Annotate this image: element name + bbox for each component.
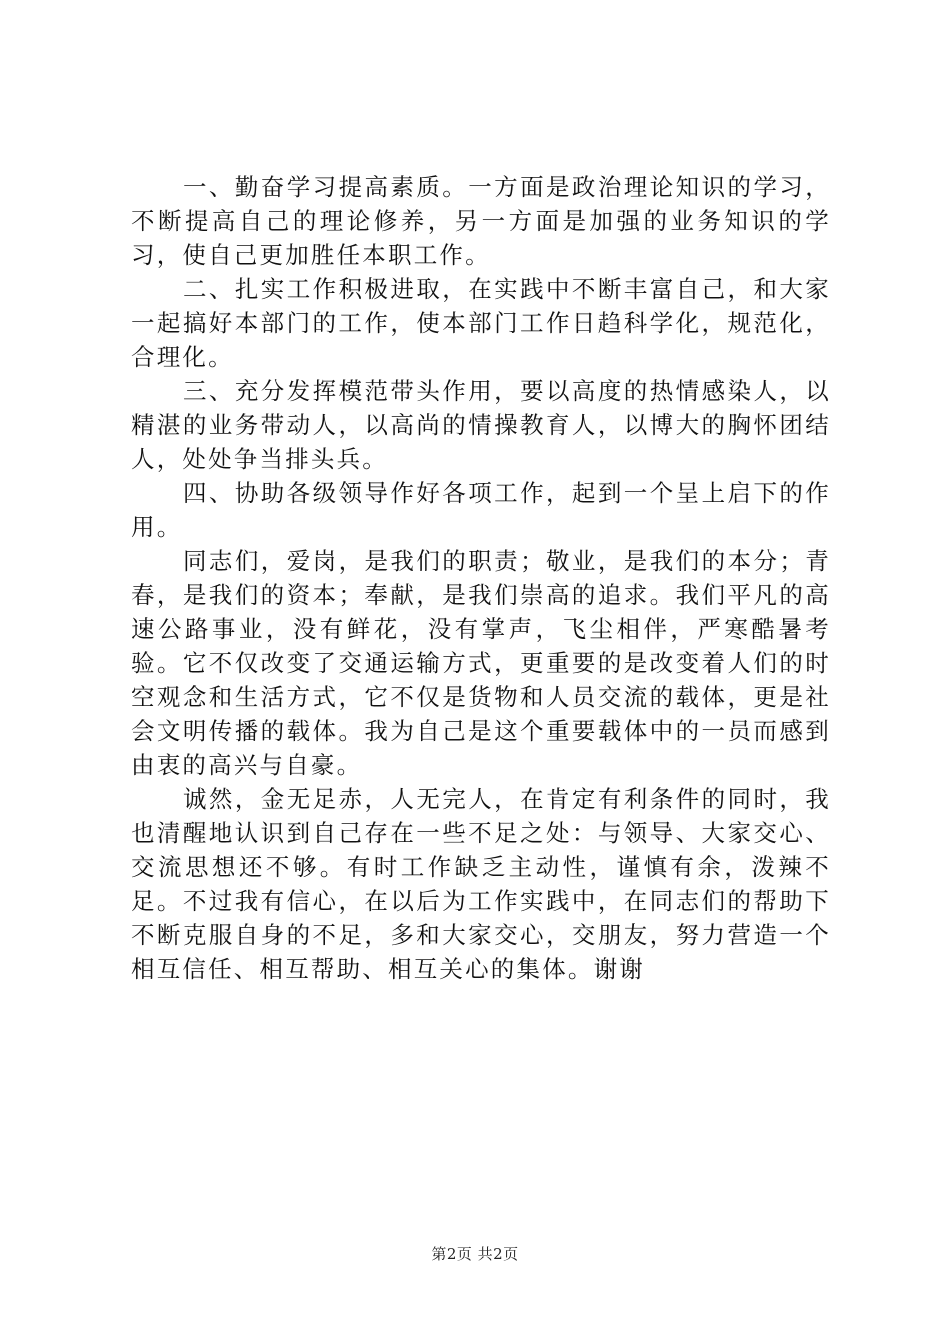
paragraph-study: 一、勤奋学习提高素质。一方面是政治理论知识的学习，不断提高自己的理论修养，另一方面是加强的业务知识的学习，使自己更加胜任本职工作。 (131, 173, 831, 269)
document-body (131, 170, 831, 986)
paragraph-assist: 四、协助各级领导作好各项工作，起到一个呈上启下的作用。 (131, 479, 831, 541)
paragraph-shortcomings: 诚然，金无足赤，人无完人，在肯定有利条件的同时，我也清醒地认识到自己存在一些不足之处：与领导、大家交心、交流思想还不够。有时工作缺乏主动性，谨慎有余，泼辣不足。不过我有信心，在以后为工作实践中，在同志们的帮助下不断克服自身的不足，多和大家交心，交朋友，努力营造一个相互信任、相互帮助、相互关心的集体。谢谢 (131, 785, 831, 983)
page-number-footer: 第2页 共2页 (431, 1245, 519, 1263)
paragraph-role-model: 三、充分发挥模范带头作用，要以高度的热情感染人，以精湛的业务带动人，以高尚的情操教育人，以博大的胸怀团结人，处处争当排头兵。 (131, 377, 831, 473)
paragraph-work: 二、扎实工作积极进取，在实践中不断丰富自己，和大家一起搞好本部门的工作，使本部门工作日趋科学化，规范化，合理化。 (131, 275, 831, 371)
paragraph-dedication: 同志们，爱岗，是我们的职责；敬业，是我们的本分；青春，是我们的资本；奉献，是我们崇高的追求。我们平凡的高速公路事业，没有鲜花，没有掌声，飞尘相伴，严寒酷暑考验。它不仅改变了交通运输方式，更重要的是改变着人们的时空观念和生活方式，它不仅是货物和人员交流的载体，更是社会文明传播的载体。我为自己是这个重要载体中的一员而感到由衷的高兴与自豪。 (131, 547, 831, 779)
